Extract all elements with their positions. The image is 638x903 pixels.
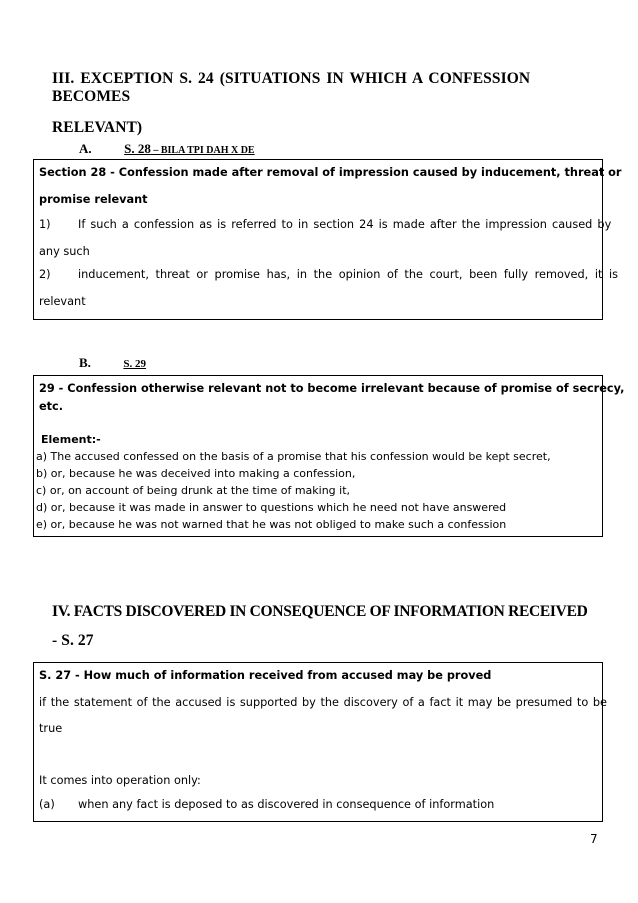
subsection-b-heading	[79, 355, 146, 371]
section-3-heading-line2: RELEVANT)	[52, 119, 143, 136]
section-4-heading-line2: - S. 27	[52, 632, 94, 649]
element-item-e: e) or, because he was not warned that he was not obliged to make such a confession	[36, 518, 507, 531]
element-item-b: b) or, because he was deceived into making a confession,	[36, 467, 356, 480]
element-item-d: d) or, because it was made in answer to questions which he need not have answered	[36, 501, 507, 514]
section-29-title-line2: etc.	[39, 400, 64, 413]
element-label: Element:-	[41, 433, 101, 446]
section-29-box	[33, 375, 625, 537]
subsection-a-letter: A.	[79, 141, 92, 156]
section-27-para1-line1: if the statement of the accused is supported by the discovery of a fact it may be presumed to be	[39, 696, 607, 709]
section-27-para2: It comes into operation only:	[39, 774, 201, 787]
section-28-title-line2: promise relevant	[39, 193, 148, 206]
section-28-box	[33, 159, 622, 320]
item-2-number: 2)	[39, 268, 51, 281]
item-1-line2: any such	[39, 245, 90, 258]
section-27-title: S. 27 - How much of information received from accused may be proved	[39, 669, 492, 682]
item-1-number: 1)	[39, 218, 51, 231]
section-27-para1-line2: true	[39, 722, 63, 735]
subsection-b-letter: B.	[79, 355, 91, 370]
item-1-line1: If such a confession as is referred to in section 24 is made after the impression caused by	[78, 218, 612, 231]
section-3-heading-line1: III. EXCEPTION S. 24 (SITUATIONS IN WHICH A CONFESSION BECOMES	[52, 70, 531, 105]
section-28-title-line1: Section 28 - Confession made after removal of impression caused by inducement, threat or	[39, 166, 622, 179]
section-3-heading	[52, 70, 602, 137]
page-number: 7	[590, 832, 598, 846]
subsection-a-heading	[79, 141, 255, 157]
subsection-a-title: BILA TPI DAH X DE	[160, 145, 255, 156]
item-a-text: when any fact is deposed to as discovered in consequence of information	[78, 798, 495, 811]
element-item-a: a) The accused confessed on the basis of a promise that his confession would be kept secret,	[36, 450, 551, 463]
item-a-number: (a)	[39, 798, 55, 811]
element-item-c: c) or, on account of being drunk at the time of making it,	[36, 484, 351, 497]
section-29-title-line1: 29 - Confession otherwise relevant not to become irrelevant because of promise of secrecy,	[39, 382, 625, 395]
section-4-heading-line1: IV. FACTS DISCOVERED IN CONSEQUENCE OF INFORMATION RECEIVED	[52, 603, 588, 620]
item-2-line2: relevant	[39, 295, 86, 308]
section-27-box	[33, 662, 607, 822]
item-2-line1: inducement, threat or promise has, in the opinion of the court, been fully removed, it is	[78, 268, 619, 281]
subsection-b-ref: S. 29	[123, 358, 147, 370]
section-4-heading	[52, 603, 602, 650]
subsection-a-ref: S. 28 – BILA TPI DAH X DE	[124, 141, 255, 156]
